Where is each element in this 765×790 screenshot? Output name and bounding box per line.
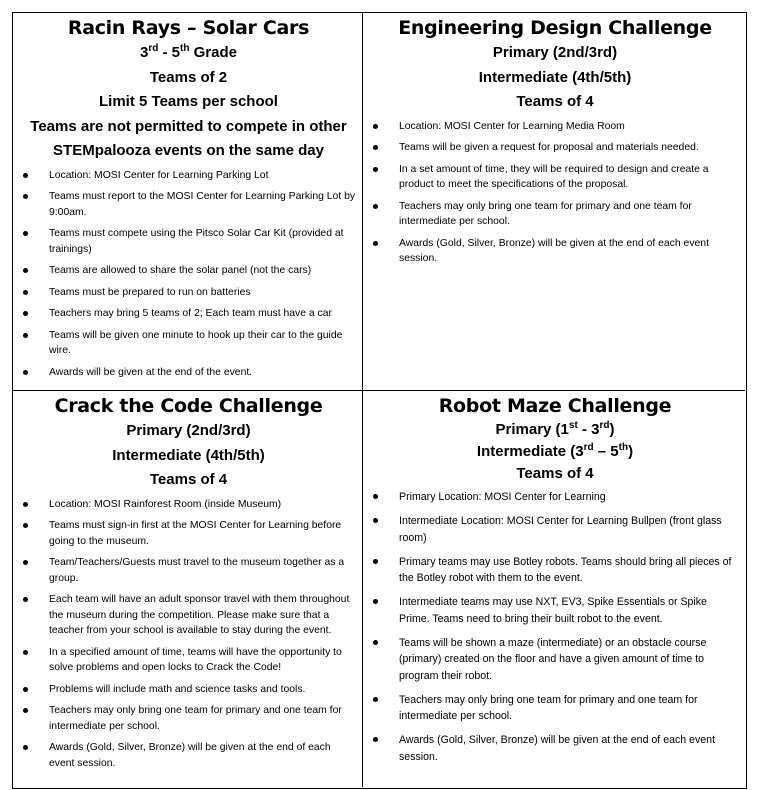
list-item: Awards will be given at the end of the event. <box>21 365 356 381</box>
robot-maze-panel <box>363 391 745 787</box>
list-item: In a set amount of time, they will be required to design and create a product to meet the specifications of the proposal. <box>371 162 739 193</box>
engineering-panel <box>363 13 745 391</box>
list-item: Teams will be given one minute to hook up their car to the guide wire. <box>21 328 356 359</box>
crack-code-intermediate: Intermediate (4th/5th) <box>112 446 265 464</box>
list-item: Teams are allowed to share the solar panel (not the cars) <box>21 263 356 279</box>
list-item: Awards (Gold, Silver, Bronze) will be given at the end of each event session. <box>371 732 739 765</box>
list-item: Teachers may only bring one team for primary and one team for intermediate per school. <box>371 692 739 725</box>
solar-cars-notice-line2: STEMpalooza events on the same day <box>53 142 324 159</box>
list-item: Teams must sign-in first at the MOSI Center for Learning before going to the museum. <box>21 518 356 549</box>
solar-cars-limit: Limit 5 Teams per school <box>99 93 278 110</box>
list-item: Primary teams may use Botley robots. Teams should bring all pieces of the Botley robot with them to the event. <box>371 554 739 587</box>
crack-code-title: Crack the Code Challenge <box>54 395 323 417</box>
list-item: Primary Location: MOSI Center for Learning <box>371 489 739 506</box>
list-item: Teams must be prepared to run on batteries <box>21 285 356 301</box>
robot-maze-title: Robot Maze Challenge <box>438 395 672 417</box>
list-item: Awards (Gold, Silver, Bronze) will be given at the end of each event session. <box>371 236 739 267</box>
solar-cars-panel <box>13 13 363 391</box>
list-item: Intermediate Location: MOSI Center for Learning Bullpen (front glass room) <box>371 513 739 546</box>
list-item: Teachers may bring 5 teams of 2; Each team must have a car <box>21 306 356 322</box>
list-item: In a specified amount of time, teams will have the opportunity to solve problems and open locks to Crack the Code! <box>21 645 356 676</box>
robot-maze-rules <box>371 489 739 765</box>
crack-code-teams: Teams of 4 <box>149 471 228 488</box>
list-item: Intermediate teams may use NXT, EV3, Spike Essentials or Spike Prime. Teams need to bring their built robot to the event. <box>371 594 739 627</box>
list-item: Teachers may only bring one team for primary and one team for intermediate per school. <box>21 703 356 734</box>
engineering-title: Engineering Design Challenge <box>398 17 712 39</box>
list-item: Location: MOSI Center for Learning Media Room <box>371 119 739 135</box>
engineering-intermediate: Intermediate (4th/5th) <box>478 68 632 86</box>
robot-maze-intermediate: Intermediate (3rd – 5th) <box>476 442 634 460</box>
list-item: Awards (Gold, Silver, Bronze) will be given at the end of each event session. <box>21 740 356 771</box>
list-item: Problems will include math and science tasks and tools. <box>21 682 356 698</box>
solar-cars-grade: 3rd - 5th Grade <box>139 43 237 61</box>
list-item: Teams will be shown a maze (intermediate) or an obstacle course (primary) created on the floor and have a given amount of time to program their robot. <box>371 635 739 685</box>
list-item: Each team will have an adult sponsor travel with them throughout the museum during the competition. Please make sure that a teacher from your school is available to stay during the event. <box>21 592 356 639</box>
list-item: Teams must report to the MOSI Center for Learning Parking Lot by 9:00am. <box>21 189 356 220</box>
robot-maze-primary: Primary (1st - 3rd) <box>495 420 615 438</box>
solar-cars-notice-line1: Teams are not permitted to compete in other <box>30 117 347 135</box>
solar-cars-rules <box>21 168 356 381</box>
list-item: Teachers may only bring one team for primary and one team for intermediate per school. <box>371 199 739 230</box>
solar-cars-title: Racin Rays – Solar Cars <box>67 17 310 39</box>
engineering-rules <box>371 119 739 267</box>
list-item: Teams will be given a request for proposal and materials needed. <box>371 140 739 156</box>
list-item: Teams must compete using the Pitsco Solar Car Kit (provided at trainings) <box>21 226 356 257</box>
list-item: Team/Teachers/Guests must travel to the museum together as a group. <box>21 555 356 586</box>
engineering-primary: Primary (2nd/3rd) <box>492 44 618 61</box>
crack-code-primary: Primary (2nd/3rd) <box>126 422 251 439</box>
crack-code-panel <box>13 391 363 787</box>
list-item: Location: MOSI Rainforest Room (inside Museum) <box>21 497 356 513</box>
list-item: Location: MOSI Center for Learning Parking Lot <box>21 168 356 184</box>
crack-code-rules <box>21 497 356 772</box>
engineering-teams: Teams of 4 <box>516 93 594 110</box>
events-table <box>12 12 747 789</box>
solar-cars-teams: Teams of 2 <box>149 68 228 86</box>
robot-maze-teams: Teams of 4 <box>516 465 594 482</box>
